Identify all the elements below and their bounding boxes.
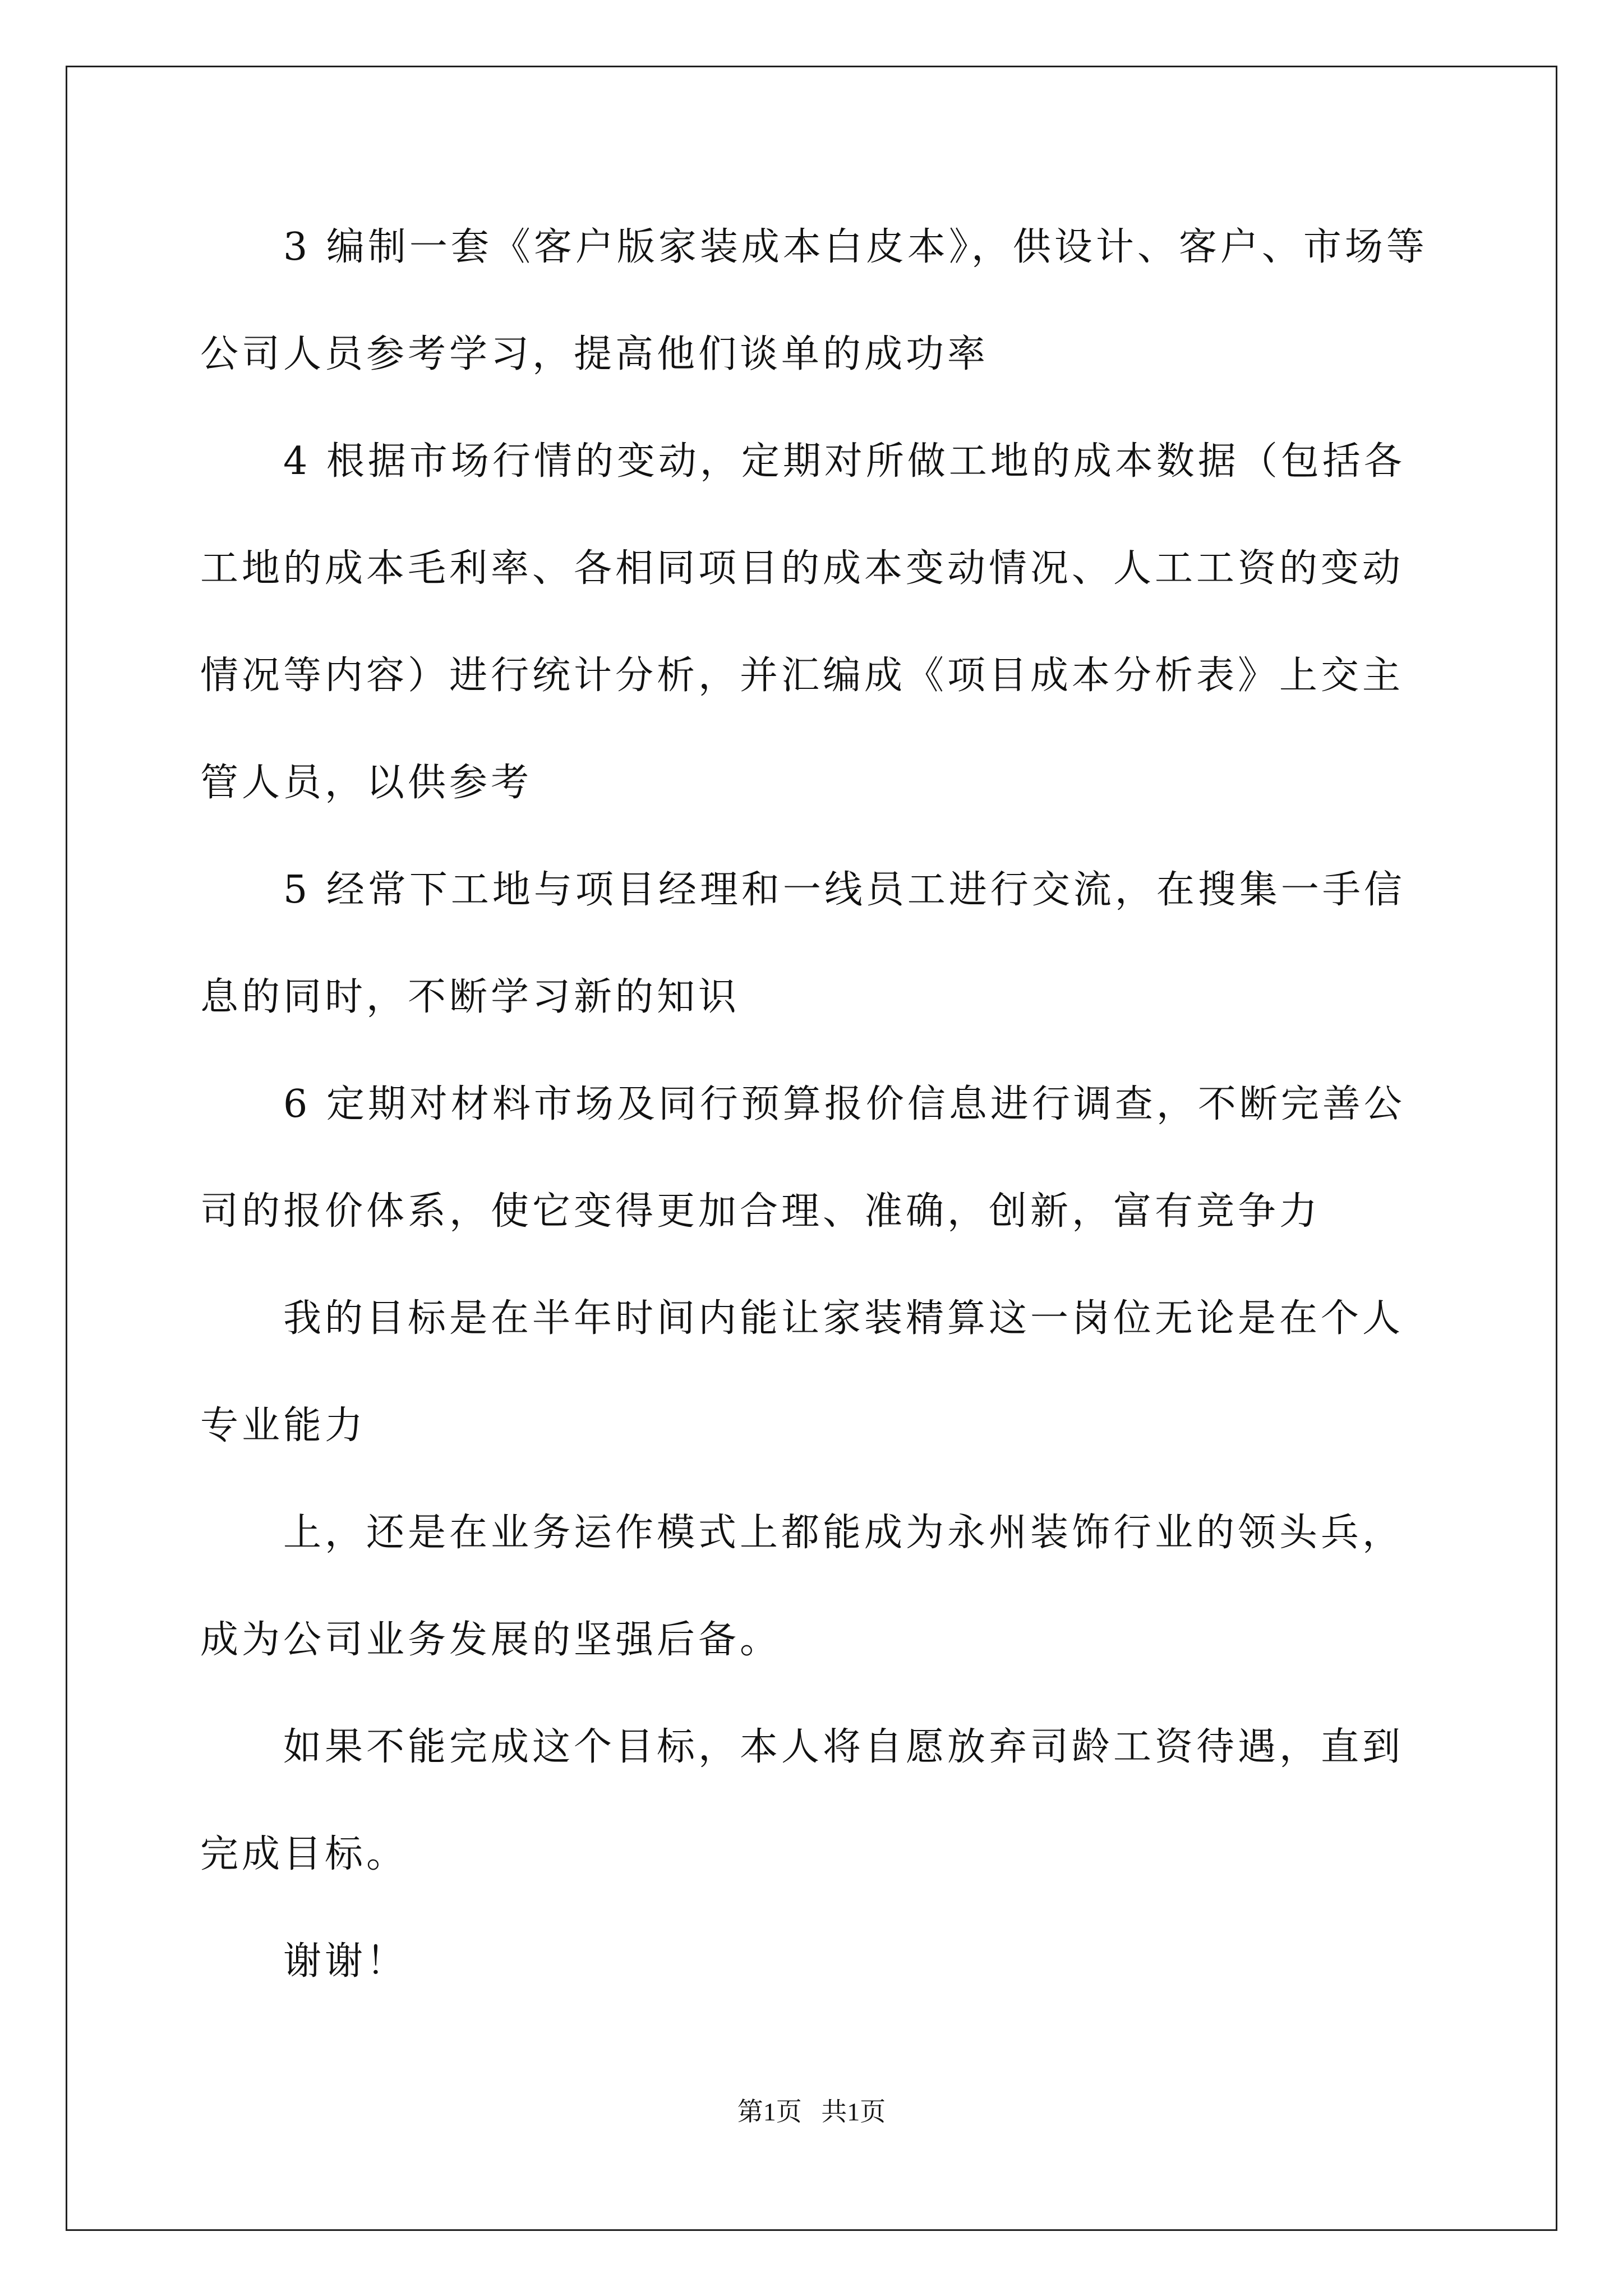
paragraph-thanks: 谢谢！: [283, 1939, 408, 1984]
paragraph-item-5: 5 经常下工地与项目经理和一线员工进行交流，在搜集一手信息的同时，不断学习新的知识: [200, 868, 1405, 1019]
page-footer: [0, 2091, 1623, 2128]
document-body: [200, 194, 1434, 2015]
paragraph-goal-continued: 上，还是在业务运作模式上都能成为永州装饰行业的领头兵，成为公司业务发展的坚强后备。: [200, 1511, 1404, 1662]
paragraph-commitment: 如果不能完成这个目标，本人将自愿放弃司龄工资待遇，直到完成目标。: [200, 1725, 1404, 1876]
paragraph-item-4: 4 根据市场行情的变动，定期对所做工地的成本数据（包括各工地的成本毛利率、各相同项目的成本变动情况、人工工资的变动情况等内容）进行统计分析，并汇编成《项目成本分析表》上交主管人员，以供参考: [200, 439, 1405, 805]
paragraph-goal: 我的目标是在半年时间内能让家装精算这一岗位无论是在个人专业能力: [200, 1296, 1404, 1448]
paragraph-item-3: 3 编制一套《客户版家装成本白皮本》，供设计、客户、市场等公司人员参考学习，提高他们谈单的成功率: [200, 225, 1428, 376]
page-total: 共1页: [821, 2097, 886, 2126]
paragraph-item-6: 6 定期对材料市场及同行预算报价信息进行调查，不断完善公司的报价体系，使它变得更加合理、准确，创新，富有竞争力: [200, 1082, 1405, 1234]
page-number: 第1页: [737, 2097, 802, 2126]
